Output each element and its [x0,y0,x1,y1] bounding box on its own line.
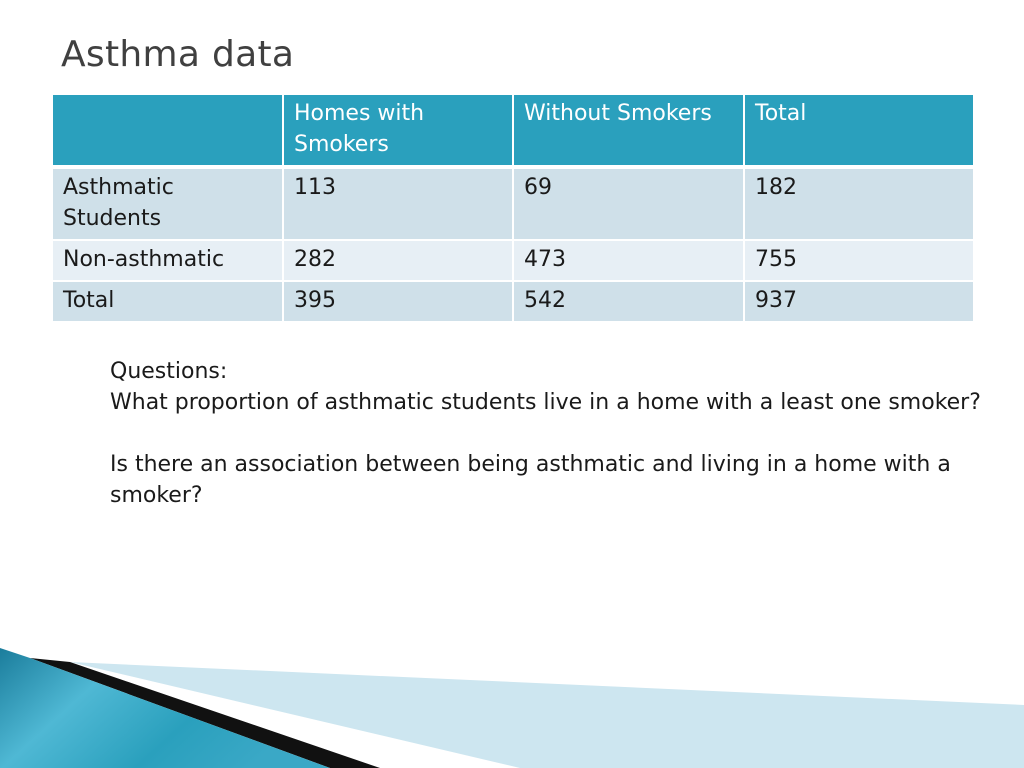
row-label-cell: Asthmatic Students [52,167,283,240]
table-cell: 69 [513,167,744,240]
table-cell: 113 [283,167,513,240]
slide-title: Asthma data [61,34,295,75]
asthma-data-table [51,93,975,323]
swoosh-blue-band [0,648,330,768]
header-cell-without-smokers: Without Smokers [513,94,744,167]
table-cell: 937 [744,281,974,322]
table-cell: 473 [513,240,744,281]
questions-heading: Questions: [110,359,228,384]
row-label-cell: Non-asthmatic [52,240,283,281]
swoosh-light-band [70,662,1024,768]
header-cell-blank [52,94,283,167]
header-cell-homes-with-smokers: Homes with Smokers [283,94,513,167]
table-cell: 542 [513,281,744,322]
swoosh-black-band [30,658,380,768]
table-row [52,240,974,281]
paragraph-spacer [110,418,1024,449]
questions-block [110,356,1024,511]
question-1: What proportion of asthmatic students live in a home with a least one smoker? [110,390,981,415]
table-cell: 182 [744,167,974,240]
table-row [52,281,974,322]
table-cell: 395 [283,281,513,322]
table-cell: 755 [744,240,974,281]
table-header-row [52,94,974,167]
table-cell: 282 [283,240,513,281]
question-2: Is there an association between being asthmatic and living in a home with a smoker? [110,452,951,508]
header-cell-total: Total [744,94,974,167]
row-label-cell: Total [52,281,283,322]
table-row [52,167,974,240]
